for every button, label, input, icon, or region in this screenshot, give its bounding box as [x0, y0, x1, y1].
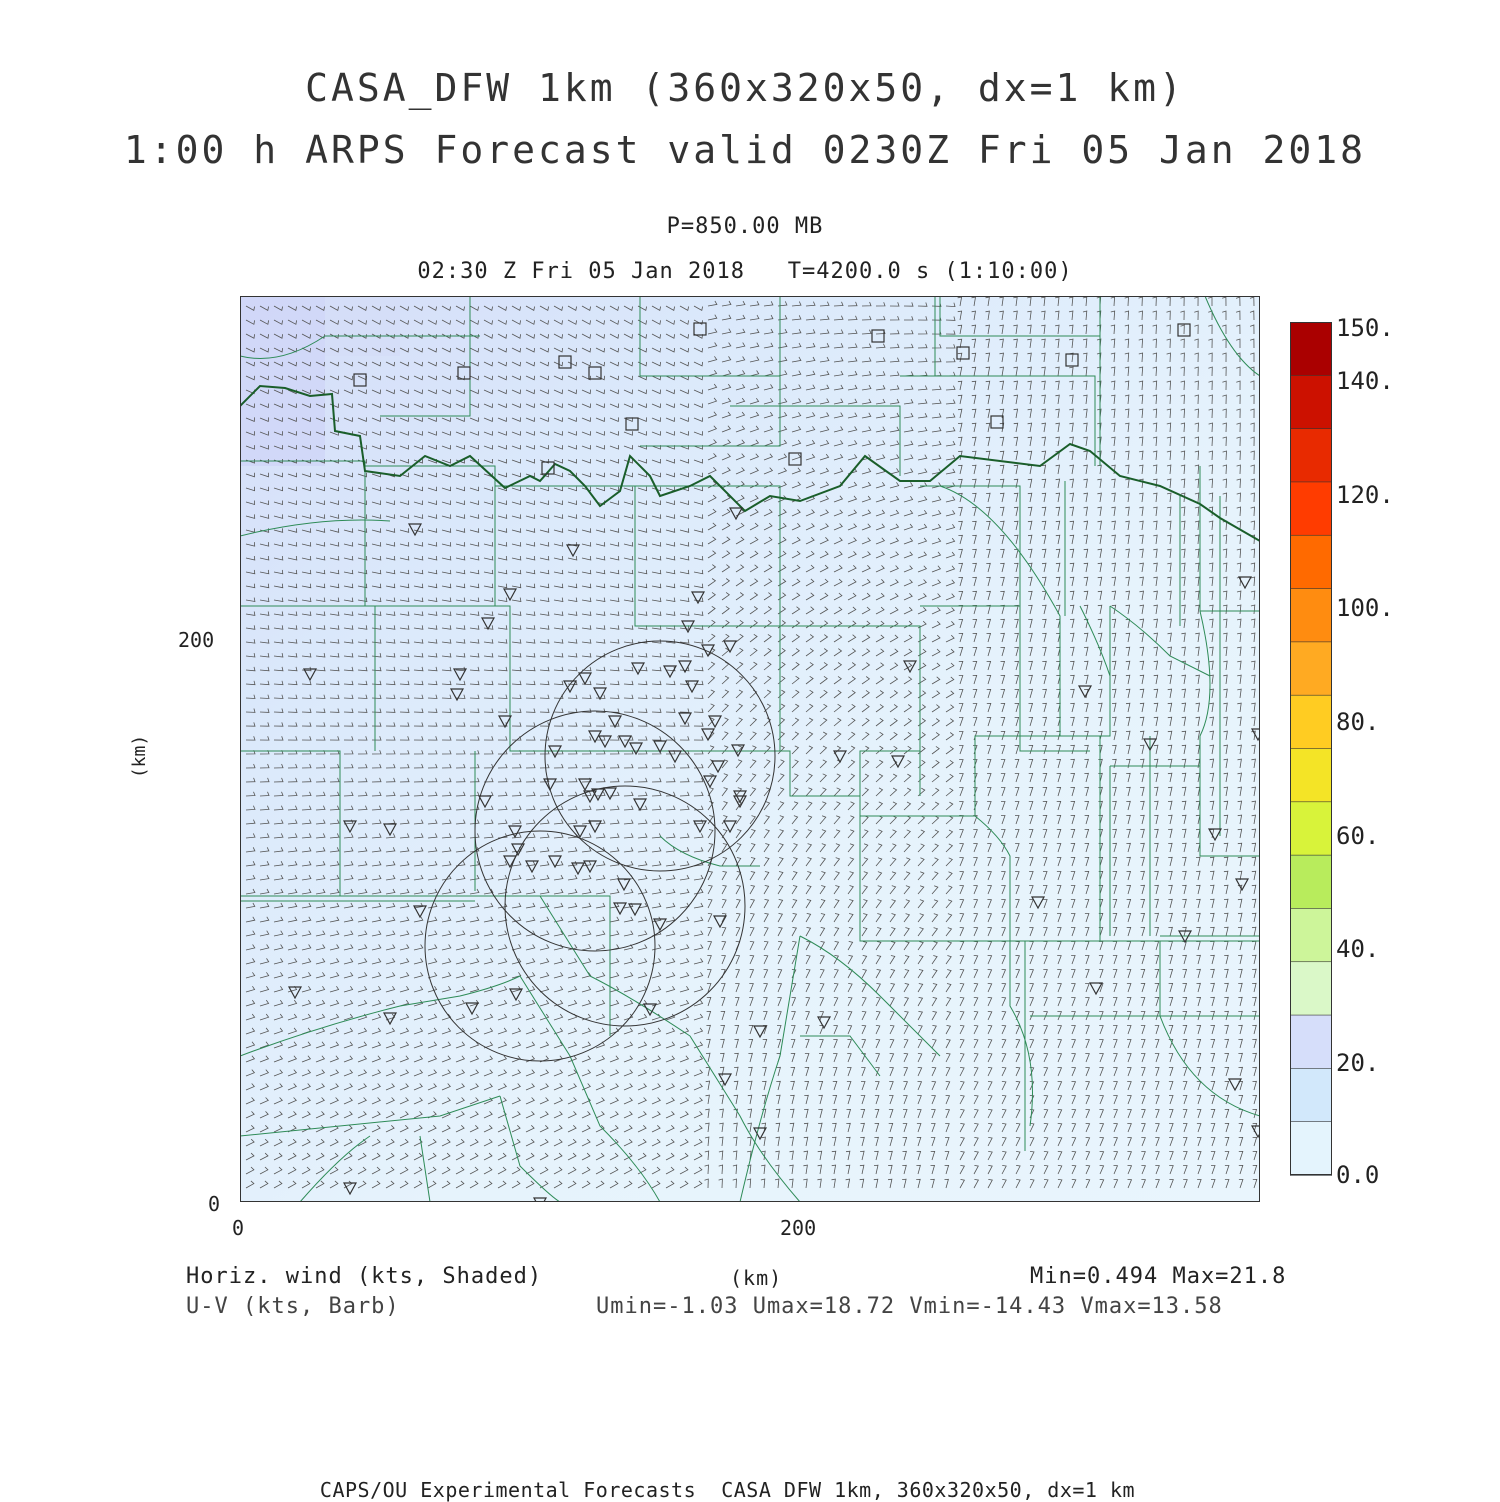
shaded-field-label: Horiz. wind (kts, Shaded) [186, 1264, 543, 1289]
colorbar-segment [1290, 535, 1332, 589]
y-axis-label: (km) [129, 734, 151, 779]
x-tick-0: 0 [232, 1216, 245, 1240]
colorbar-segment [1290, 1068, 1332, 1122]
colorbar [1290, 322, 1332, 1176]
colorbar-label: 150. [1336, 314, 1394, 342]
colorbar-label: 40. [1336, 935, 1380, 963]
high-wind-patch [325, 296, 400, 356]
colorbar-label: 60. [1336, 822, 1380, 850]
colorbar-segment [1290, 429, 1332, 483]
colorbar-label: 20. [1336, 1049, 1380, 1077]
colorbar-segment [1290, 589, 1332, 643]
colorbar-segment [1290, 322, 1332, 376]
colorbar-label: 100. [1336, 594, 1394, 622]
colorbar-label: 0.0 [1336, 1161, 1380, 1189]
uv-stats: Umin=-1.03 Umax=18.72 Vmin=-14.43 Vmax=13.58 [596, 1294, 1223, 1319]
colorbar-segment [1290, 855, 1332, 909]
footer-credit: CAPS/OU Experimental Forecasts CASA DFW 1km, 360x320x50, dx=1 km [319, 1478, 1136, 1502]
colorbar-segment [1290, 962, 1332, 1016]
colorbar-segment [1290, 802, 1332, 856]
colorbar-label: 120. [1336, 481, 1394, 509]
colorbar-segment [1290, 695, 1332, 749]
valid-time: 02:30 Z Fri 05 Jan 2018 T=4200.0 s (1:10:00) [417, 259, 1073, 284]
colorbar-label: 80. [1336, 708, 1380, 736]
colorbar-segment [1290, 908, 1332, 962]
title-line-2: 1:00 h ARPS Forecast valid 0230Z Fri 05 Jan 2018 [123, 128, 1367, 172]
x-tick-200: 200 [780, 1216, 817, 1240]
colorbar-segment [1290, 375, 1332, 429]
title-line-1: CASA_DFW 1km (360x320x50, dx=1 km) [305, 66, 1185, 110]
y-tick-0: 0 [208, 1192, 221, 1216]
pressure-level: P=850.00 MB [666, 214, 824, 239]
y-tick-200: 200 [178, 628, 215, 652]
colorbar-segment [1290, 642, 1332, 696]
colorbar-label: 140. [1336, 367, 1394, 395]
colorbar-segment [1290, 749, 1332, 803]
colorbar-segment [1290, 1122, 1332, 1176]
x-axis-label: (km) [730, 1266, 783, 1290]
min-max-stats: Min=0.494 Max=21.8 [1030, 1264, 1287, 1289]
barb-field-label: U-V (kts, Barb) [186, 1294, 400, 1319]
wind-map [240, 296, 1260, 1202]
colorbar-segment [1290, 1015, 1332, 1069]
colorbar-segment [1290, 482, 1332, 536]
